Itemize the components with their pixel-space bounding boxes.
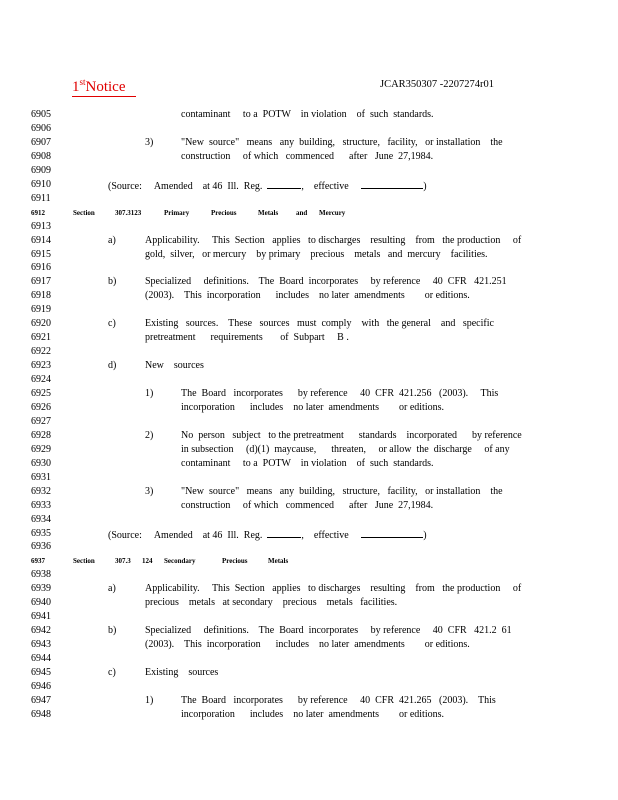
paragraph-text: Existing sources [145,667,219,678]
line-number: 6935 [31,527,51,539]
line-number: 6933 [31,499,51,511]
line-number: 6913 [31,220,51,232]
paragraph-text: No person subject to the pretreatment standards incorporated by reference [181,429,522,441]
line-number: 6911 [31,192,51,204]
line-number: 6918 [31,290,51,302]
line-number: 6930 [31,457,51,469]
line-number: 6932 [31,485,51,497]
line-number: 6941 [31,611,51,623]
document-line [0,415,618,429]
line-number: 6907 [31,136,51,148]
source-comma: , [301,529,304,541]
section-heading-word: Metals [268,557,289,566]
document-line [0,568,618,582]
document-line [0,303,618,317]
document-line [0,457,618,471]
paragraph-text: incorporation includes no later amendments or editions. [181,708,444,720]
line-number: 6944 [31,653,51,665]
line-number: 6939 [31,583,51,595]
paragraph-text: Applicability. This Section applies to discharges resulting from the production of [145,234,522,246]
document-line [0,708,618,722]
paragraph-text: pretreatment requirements of Subpart B . [145,332,349,344]
document-line [0,429,618,443]
section-heading-word: and [296,208,308,217]
notice-label [72,74,136,97]
line-number: 6923 [31,360,51,372]
document-line [0,206,618,220]
line-number: 6909 [31,164,51,176]
paragraph-text: The Board incorporates by reference 40 CFR 421.265 (2003). This [181,694,496,706]
subsection-label: d) [108,360,117,372]
effective-date-blank [361,178,423,189]
line-number: 6912 [31,208,45,217]
document-line [0,359,618,373]
source-close: ) [423,180,427,192]
line-number: 6928 [31,429,51,441]
section-heading-word: 124 [142,557,153,566]
line-number: 6947 [31,694,51,706]
section-heading-label: Section [73,208,95,217]
line-number: 6915 [31,248,51,260]
section-heading-word: Mercury [319,208,346,217]
source-close: ) [423,529,427,541]
paragraph-text: contaminant to a POTW in violation of such standards. [181,457,434,469]
document-line [0,345,618,359]
item-label: 3) [145,136,154,148]
section-heading-word: Precious [211,208,237,217]
document-line [0,317,618,331]
line-number: 6942 [31,625,51,637]
document-line [0,540,618,554]
line-number: 6917 [31,276,51,288]
document-line [0,220,618,234]
document-line [0,596,618,610]
line-number: 6945 [31,667,51,678]
document-line [0,624,618,638]
line-number: 6916 [31,262,51,274]
line-number: 6936 [31,541,51,553]
paragraph-text: Specialized definitions. The Board incorporates by reference 40 CFR 421.251 [145,276,507,288]
paragraph-text: "New source" means any building, structure, facility, or installation the [181,485,503,497]
paragraph-text: Applicability. This Section applies to discharges resulting from the production of [145,583,522,595]
document-line [0,136,618,150]
source-effective: effective [313,180,349,192]
paragraph-text: construction of which commenced after June 27,1984. [181,150,434,162]
source-prefix: (Source: Amended at 46 Ill. Reg. [108,529,263,541]
section-heading-word: Precious [222,557,248,566]
document-line [0,331,618,345]
line-number: 6934 [31,513,51,525]
item-label: 2) [145,429,154,441]
line-number: 6931 [31,471,51,483]
subsection-label: a) [108,234,116,246]
document-line [0,638,618,652]
document-line [0,248,618,262]
subsection-label: b) [108,625,117,637]
item-label: 3) [145,485,154,497]
line-number: 6929 [31,443,51,455]
document-line [0,527,618,541]
paragraph-text: construction of which commenced after June 27,1984. [181,499,434,511]
subsection-label: c) [108,667,116,678]
document-line [0,261,618,275]
section-heading-word: Primary [164,208,190,217]
line-number: 6914 [31,234,51,246]
document-line [0,582,618,596]
line-number: 6943 [31,639,51,651]
paragraph-text: Existing sources. These sources must comply with the general and specific [145,318,494,330]
line-number: 6926 [31,401,51,413]
document-line [0,610,618,624]
effective-date-blank [361,527,423,538]
line-number: 6937 [31,557,45,566]
document-line [0,401,618,415]
source-effective: effective [313,529,349,541]
document-line [0,192,618,206]
line-number: 6946 [31,680,51,692]
section-heading-word: Metals [258,208,279,217]
document-line [0,485,618,499]
document-line [0,164,618,178]
document-line [0,471,618,485]
line-number: 6920 [31,318,51,330]
paragraph-text: Specialized definitions. The Board incorporates by reference 40 CFR 421.2 61 [145,625,512,637]
document-line [0,387,618,401]
line-number: 6948 [31,708,51,720]
document-line [0,513,618,527]
paragraph-text: (2003). This incorporation includes no later amendments or editions. [145,290,470,302]
line-number: 6908 [31,150,51,162]
paragraph-text: precious metals at secondary precious metals facilities. [145,597,398,609]
document-line [0,694,618,708]
line-number: 6927 [31,415,51,427]
document-line [0,652,618,666]
line-number: 6940 [31,597,51,609]
register-page-blank [267,178,301,189]
line-number: 6919 [31,304,51,316]
document-line [0,554,618,568]
paragraph-text: gold, silver, or mercury by primary precious metals and mercury facilities. [145,248,488,260]
paragraph-text: New sources [145,360,204,372]
section-heading-word: 307.3 [115,557,131,566]
document-line [0,178,618,192]
line-number: 6905 [31,109,51,120]
document-line [0,150,618,164]
item-label: 1) [145,694,154,706]
section-heading-word: 307.3123 [115,208,142,217]
document-line [0,373,618,387]
paragraph-text: "New source" means any building, structure, facility, or installation the [181,136,503,148]
document-line [0,275,618,289]
document-line [0,289,618,303]
line-number: 6924 [31,374,51,386]
source-comma: , [301,180,304,192]
line-number: 6921 [31,332,51,344]
line-number: 6938 [31,569,51,581]
line-number: 6906 [31,122,51,134]
paragraph-text: in subsection (d)(1) maycause, threaten, or allow the discharge of any [181,443,510,455]
item-label: 1) [145,388,154,399]
line-number: 6910 [31,178,51,190]
document-line [0,666,618,680]
subsection-label: c) [108,318,116,330]
document-line [0,122,618,136]
document-line [0,108,618,122]
section-heading-label: Section [73,557,95,566]
document-line [0,499,618,513]
notice-number: 1 [72,79,80,95]
document-line [0,443,618,457]
register-page-blank [267,527,301,538]
document-line [0,234,618,248]
notice-word: Notice [85,79,126,95]
line-number: 6922 [31,346,51,358]
document-id: JCAR350307 -2207274r01 [380,79,495,90]
subsection-label: b) [108,276,117,288]
line-number: 6925 [31,388,51,399]
paragraph-text: (2003). This incorporation includes no later amendments or editions. [145,639,470,651]
paragraph-text: incorporation includes no later amendments or editions. [181,401,444,413]
notice-superscript: st [79,77,86,87]
paragraph-text: The Board incorporates by reference 40 CFR 421.256 (2003). This [181,388,499,399]
source-prefix: (Source: Amended at 46 Ill. Reg. [108,180,263,192]
paragraph-text: contaminant to a POTW in violation of such standards. [181,109,434,120]
subsection-label: a) [108,583,116,595]
document-line [0,680,618,694]
section-heading-word: Secondary [164,557,196,566]
